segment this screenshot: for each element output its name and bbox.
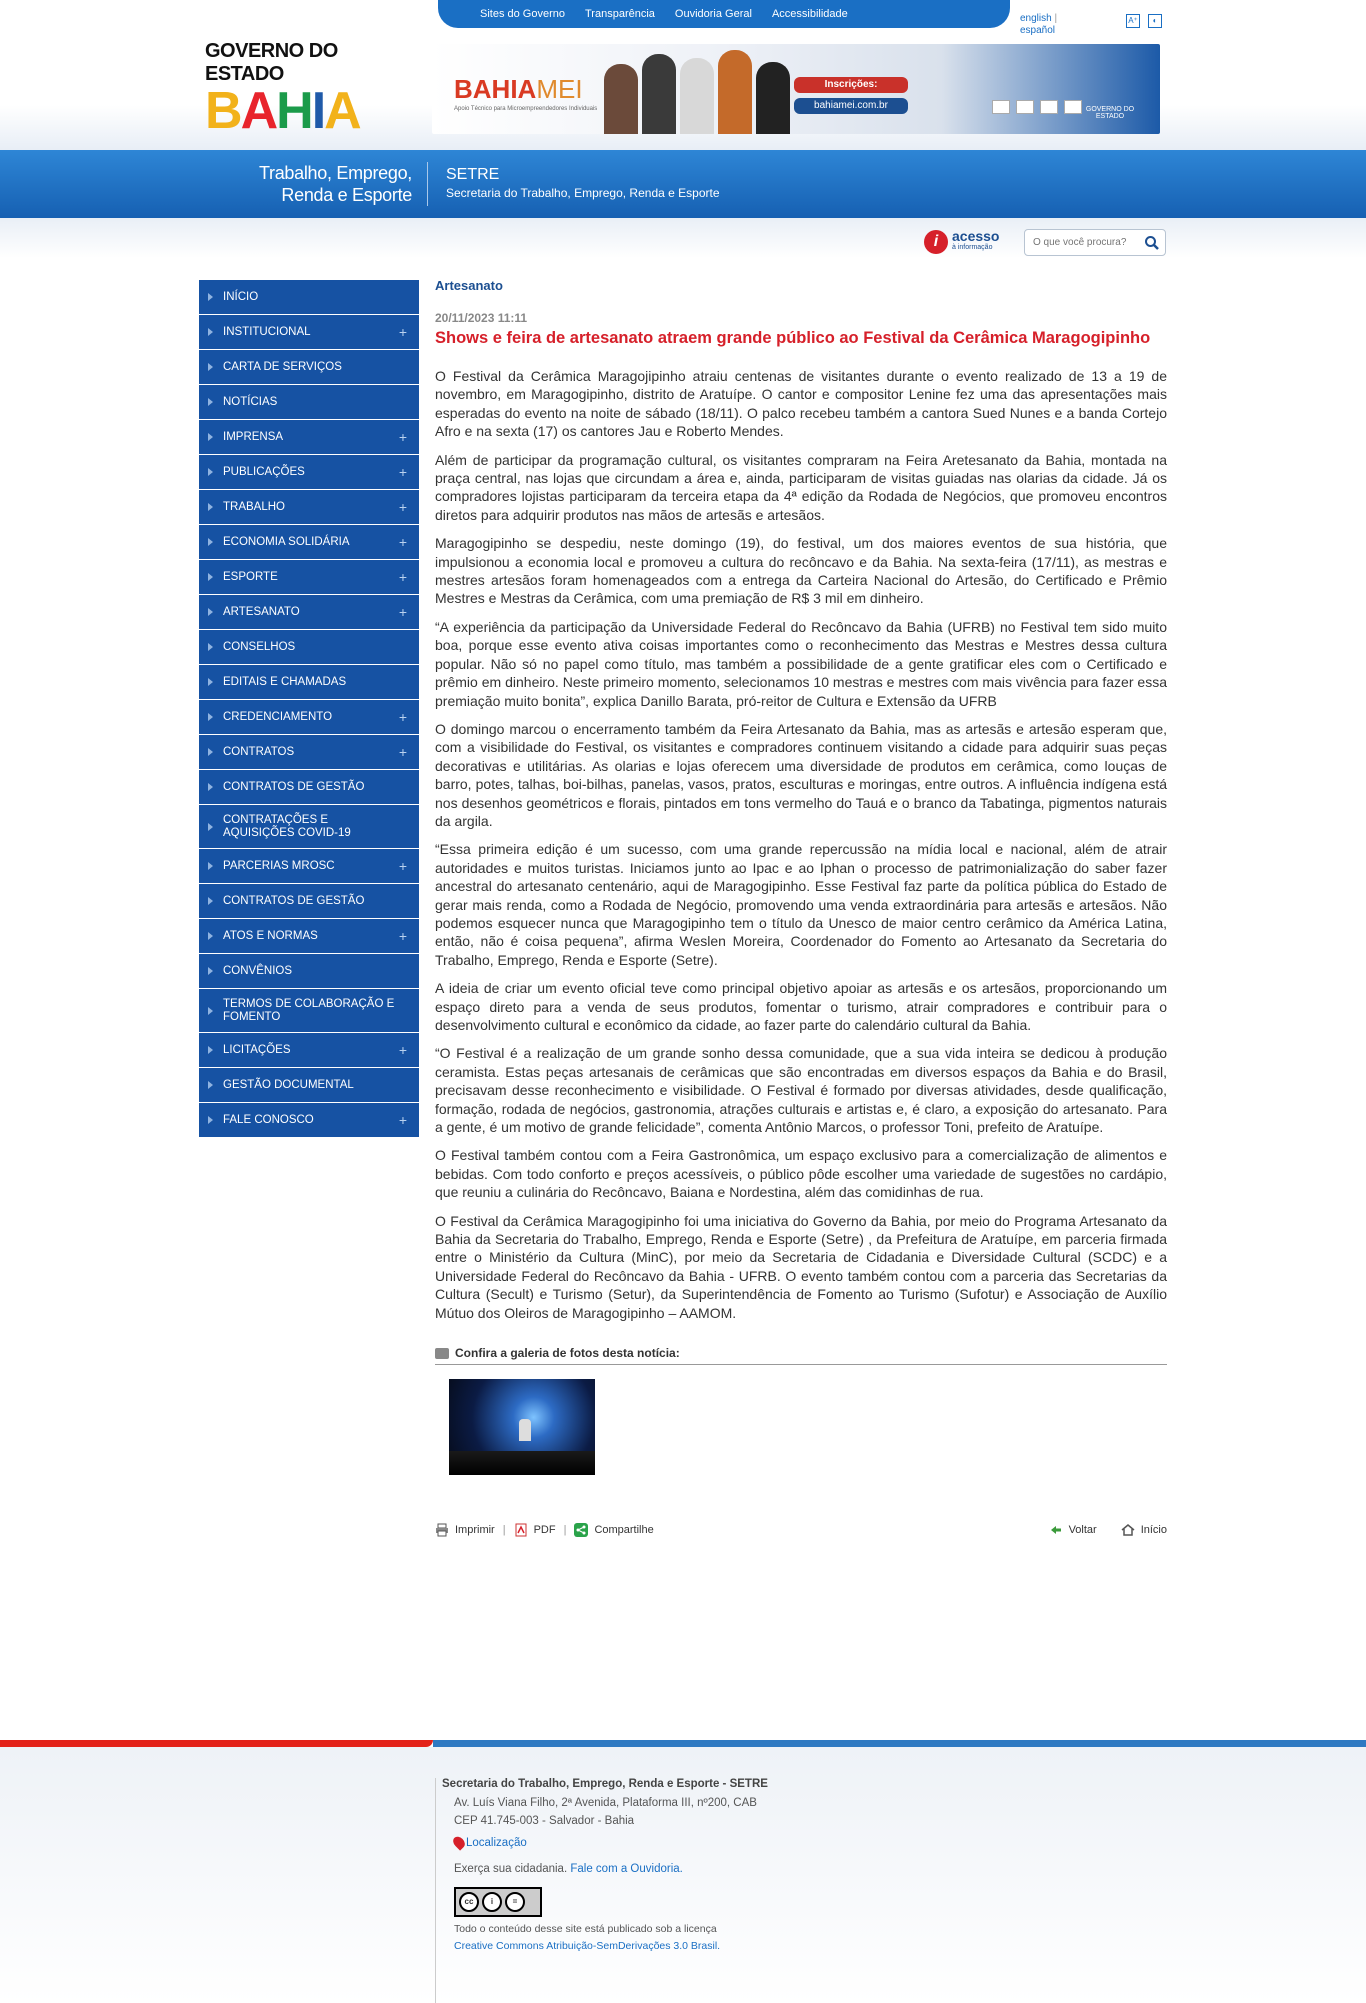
sidebar-item[interactable]	[199, 665, 419, 700]
expand-plus-icon[interactable]: +	[398, 708, 407, 725]
expand-plus-icon[interactable]: +	[398, 323, 407, 340]
sidebar-item[interactable]	[199, 700, 419, 735]
chevron-right-icon	[208, 643, 213, 651]
governo-bahia-logo[interactable]	[205, 40, 420, 140]
expand-plus-icon[interactable]: +	[398, 927, 407, 944]
chevron-right-icon	[208, 932, 213, 940]
expand-plus-icon[interactable]: +	[398, 603, 407, 620]
footer-license: Todo o conteúdo desse site está publicado sob a licença Creative Commons Atribuição-SemDerivações 3.0 Brasil.	[454, 1923, 721, 1952]
home-button[interactable]: Início	[1121, 1523, 1167, 1537]
search-input[interactable]	[1033, 230, 1143, 255]
banner-people-image	[604, 50, 804, 134]
font-size-icon[interactable]: A⁺	[1126, 14, 1140, 28]
article-paragraph: O Festival da Cerâmica Maragojipinho atraiu centenas de visitantes durante o evento realizado de 13 a 19 de novembro, em Maragogipinho, distrito de Aratuípe. O cantor e compositor Lenine fez uma das apresentações mais esperadas do evento na noite de sábado (18/11). O palco recebeu também a cantora Sued Nunes e a banda Cortejo Afro e na sexta (17) os cantores Jau e Roberto Mendes.	[435, 368, 1167, 440]
ouvidoria-link[interactable]: Fale com a Ouvidoria.	[570, 1863, 683, 1875]
creative-commons-badge[interactable]: cc i =	[454, 1887, 542, 1917]
gallery-thumbnail[interactable]	[449, 1379, 595, 1475]
sidebar-item-label: GESTÃO DOCUMENTAL	[223, 1078, 354, 1091]
banner-inscricoes: Inscrições:	[794, 77, 908, 93]
chevron-right-icon	[208, 363, 213, 371]
article-paragraph: “Essa primeira edição é um sucesso, com uma grande repercussão na mídia local e nacional, além de atrair autoridades e muitos turistas. Iniciamos junto ao Ipac e ao Iphan o processo de patrimonialização do saber fazer ancestral do artesanato centenário, aqui de Maragogipinho. Esse Festival faz parte da política pública do Estado de gerar mais renda, como a Rodada de Negócio, promovendo uma venda extraordinária para artesãs e artesãos. Não podemos esquecer nunca que Maragogipinho tem o título da Unesco de maior centro cerâmico da América Latina, então, não é coisa pequena”, afirma Weslen Moreira, Coordenador do Fomento ao Artesanato da Secretaria do Trabalho, Emprego, Renda e Esporte (Setre).	[435, 841, 1167, 968]
lang-espanol[interactable]: español	[1020, 25, 1056, 36]
sidebar-item[interactable]	[199, 525, 419, 560]
footer-stripe	[0, 1740, 1366, 1747]
sidebar-item[interactable]	[199, 805, 419, 849]
sidebar-item[interactable]	[199, 989, 419, 1033]
banner-brand: BAHIAMEI	[454, 74, 583, 104]
sidebar-item-label: EDITAIS E CHAMADAS	[223, 675, 347, 688]
sidebar-item-label: ESPORTE	[223, 570, 278, 583]
sidebar-item-label: ECONOMIA SOLIDÁRIA	[223, 535, 350, 548]
sidebar-item[interactable]	[199, 490, 419, 525]
sidebar-item-label: PUBLICAÇÕES	[223, 465, 305, 478]
article-paragraph: A ideia de criar um evento oficial teve como principal objetivo apoiar as artesãs e os artesãos, proporcionando um espaço direto para a venda de seus produtos, fomentar o turismo, atrair compradores e contribuir para o desenvolvimento cultural e econômico da cidade, ao fazer parte do calendário cultural da Bahia.	[435, 980, 1167, 1033]
sidebar-item-label: INÍCIO	[223, 290, 259, 303]
banner-gov-label: GOVERNO DO ESTADO	[1085, 106, 1135, 120]
bahiamei-banner[interactable]	[432, 44, 1160, 134]
chevron-right-icon	[208, 1046, 213, 1054]
share-button[interactable]: Compartilhe	[574, 1523, 653, 1537]
chevron-right-icon	[208, 1007, 213, 1015]
sidebar-item-label: CONTRATOS DE GESTÃO	[223, 894, 365, 907]
print-button[interactable]: Imprimir	[435, 1523, 495, 1537]
sidebar-item-label: ARTESANATO	[223, 605, 300, 618]
sidebar-item-label: INSTITUCIONAL	[223, 325, 311, 338]
article	[435, 278, 1167, 1539]
expand-plus-icon[interactable]: +	[398, 533, 407, 550]
license-link[interactable]: Creative Commons Atribuição-SemDerivações 3.0 Brasil.	[454, 1940, 721, 1952]
sidebar-item-label: CONSELHOS	[223, 640, 296, 653]
gallery-label: Confira a galeria de fotos desta notícia:	[455, 1346, 680, 1361]
chevron-right-icon	[208, 328, 213, 336]
article-paragraph: “A experiência da participação da Universidade Federal do Recôncavo da Bahia (UFRB) no Festival tem sido muito boa, porque esse evento ativa coisas importantes como o reconhecimento das Mestras e Mestres dessa cultura popular. Não só no papel como título, mas também a possibilidade de a gente gratificar eles com o Certificado e prêmio em dinheiro. Neste primeiro momento, selecionamos 10 mestras e mestres com mais vivência para fazer essa premiação muito bonita”, explica Danillo Barata, pró-reitor de Cultura e Extensão da UFRB	[435, 618, 1167, 709]
chevron-right-icon	[208, 967, 213, 975]
sidebar-item-label: TRABALHO	[223, 500, 285, 513]
location-pin-icon	[451, 1834, 467, 1850]
secretaria-acronym: SETRE	[446, 166, 500, 183]
sidebar-item[interactable]	[199, 1103, 419, 1138]
chevron-right-icon	[208, 538, 213, 546]
footer-address2: CEP 41.745-003 - Salvador - Bahia	[454, 1815, 635, 1827]
footer-address1: Av. Luís Viana Filho, 2ª Avenida, Plataforma III, nº200, CAB	[454, 1797, 757, 1809]
chevron-right-icon	[208, 1081, 213, 1089]
topnav-ouvidoria[interactable]: Ouvidoria Geral	[674, 8, 752, 20]
banner-site: bahiamei.com.br	[794, 98, 908, 114]
chevron-right-icon	[208, 713, 213, 721]
sidebar-item[interactable]	[199, 280, 419, 315]
sidebar-item[interactable]	[199, 1033, 419, 1068]
sidebar-menu	[199, 280, 419, 1138]
sidebar-item[interactable]	[199, 350, 419, 385]
sidebar-item[interactable]	[199, 420, 419, 455]
share-icon	[574, 1523, 588, 1537]
secretaria-name: Secretaria do Trabalho, Emprego, Renda e Esporte	[446, 186, 720, 200]
expand-plus-icon[interactable]: +	[398, 568, 407, 585]
sidebar-item[interactable]	[199, 919, 419, 954]
expand-plus-icon[interactable]: +	[398, 1041, 407, 1058]
info-icon: i	[924, 230, 948, 254]
back-arrow-icon	[1049, 1523, 1063, 1537]
sidebar-item[interactable]	[199, 560, 419, 595]
sidebar-item[interactable]	[199, 1068, 419, 1103]
camera-icon	[435, 1348, 449, 1359]
chevron-right-icon	[208, 503, 213, 511]
topnav-acessibilidade[interactable]: Accessibilidade	[771, 8, 848, 20]
chevron-right-icon	[208, 433, 213, 441]
article-paragraph: O Festival também contou com a Feira Gastronômica, um espaço exclusivo para a comercialização de alimentos e bebidas. Com todo conforto e preços acessíveis, o público pôde escolher uma variedade de sugestões no cardápio, que reuniu a culinária do Recôncavo, Baiana e Nordestina, além das comidinhas de rua.	[435, 1147, 1167, 1201]
chevron-right-icon	[208, 468, 213, 476]
chevron-right-icon	[208, 293, 213, 301]
topnav-sites-governo[interactable]: Sites do Governo	[480, 8, 565, 20]
sidebar-item[interactable]	[199, 385, 419, 420]
banner-subtitle: Apoio Técnico para Microempreendedores Individuais	[454, 106, 598, 112]
sidebar-item-label: CONTRATOS	[223, 745, 295, 758]
footer-org: Secretaria do Trabalho, Emprego, Renda e Esporte - SETRE	[442, 1778, 768, 1790]
expand-plus-icon[interactable]: +	[398, 1111, 407, 1128]
chevron-right-icon	[208, 748, 213, 756]
pdf-icon	[514, 1523, 528, 1537]
logo-line2: B A H I A	[205, 82, 360, 140]
article-date: 20/11/2023 11:11	[435, 311, 528, 325]
sidebar-item-label: CONTRATAÇÕES E AQUISIÇÕES COVID-19	[223, 813, 351, 839]
sidebar-item-label: PARCERIAS MROSC	[223, 859, 335, 872]
footer-location-link[interactable]: Localização	[454, 1836, 935, 1849]
sidebar-item[interactable]	[199, 630, 419, 665]
sidebar-item[interactable]	[199, 884, 419, 919]
acesso-informacao-link[interactable]: i acesso à informação	[924, 228, 999, 256]
sidebar-item-label: CONTRATOS DE GESTÃO	[223, 780, 365, 793]
top-nav	[438, 0, 1010, 28]
sidebar-item-label: NOTÍCIAS	[223, 395, 278, 408]
article-paragraph: Além de participar da programação cultural, os visitantes compraram na Feira Aretesanato da Bahia, montada na praça central, nas lojas que circundam a área e, ainda, participaram de visitas guiadas nas olarias da cidade. Já os compradores lojistas participaram da terceira etapa da 4ª edição da Rodada de Negócios, que promoveu encontros diretos para adquirir produtos nas mãos de artesãs e artesãos.	[435, 451, 1167, 523]
contrast-icon[interactable]: ◐	[1148, 14, 1162, 28]
sidebar-item-label: FALE CONOSCO	[223, 1113, 314, 1126]
sidebar-item[interactable]	[199, 849, 419, 884]
article-paragraph: O Festival da Cerâmica Maragogipinho foi uma iniciativa do Governo da Bahia, por meio do Programa Artesanato da Bahia da Secretaria do Trabalho, Emprego, Renda e Esporte (Setre) , da Prefeitura de Aratuípe, em parceria firmada entre o Ministério da Cultura (MinC), por meio da Secretaria de Cidadania e Diversidade Cultural (SCDC) e a Universidade Federal do Recôncavo da Bahia - UFRB. O evento também contou com a parceria das Secretarias da Cultura (Secult) e Turismo (Setur), da Superintendência de Fomento ao Turismo (Sufotur) e Associação de Auxílio Mútuo dos Oleiros de Maragogipinho – AAMOM.	[435, 1212, 1167, 1321]
sidebar-item[interactable]	[199, 595, 419, 630]
footer-cidadania: Exerça sua cidadania. Fale com a Ouvidoria.	[454, 1863, 683, 1875]
expand-plus-icon[interactable]: +	[398, 498, 407, 515]
article-actions: Imprimir | PDF | Compartilhe Voltar Início	[435, 1521, 1167, 1539]
article-paragraph: “O Festival é a realização de um grande sonho dessa comunidade, que a sua vida inteira se dedicou à produção ceramista. Estas peças artesanais de cerâmicas que são encontradas em diversos espaços da Bahia e do Brasil, precisavam desse reconhecimento e visibilidade. O Festival é formado por diversas atividades, desde qualificação, formação, rodada de negócios, gastronomia, atrações culturais e artistas e, é claro, a exposição do artesanato. Para a gente, é um motivo de grande felicidade”, comenta Antônio Marcos, o professor Toni, prefeito de Aratuípe.	[435, 1045, 1167, 1136]
language-switcher: english | español	[1020, 13, 1058, 36]
chevron-right-icon	[208, 897, 213, 905]
expand-plus-icon[interactable]: +	[398, 428, 407, 445]
chevron-right-icon	[208, 783, 213, 791]
sidebar-item-label: CONVÊNIOS	[223, 964, 293, 977]
home-icon	[1121, 1523, 1135, 1537]
printer-icon	[435, 1523, 449, 1537]
sidebar-item-label: LICITAÇÕES	[223, 1043, 291, 1056]
article-paragraph: Maragogipinho se despediu, neste domingo (19), do festival, um dos maiores eventos de sua história, que impulsionou a economia local e promoveu a cultura do recôncavo e da Bahia. Na sexta-feira (17/11), as mestras e mestres artesãos foram homenageados com a entrega da Carteira Nacional do Artesão, do Certificado e Prêmio Mestres e Mestras da Cerâmica, com uma premiação de R$ 3 mil em dinheiro.	[435, 535, 1167, 607]
chevron-right-icon	[208, 398, 213, 406]
sidebar-item[interactable]	[199, 455, 419, 490]
sidebar-item-label: TERMOS DE COLABORAÇÃO E FOMENTO	[223, 997, 395, 1023]
article-category[interactable]: Artesanato	[435, 278, 503, 293]
back-button[interactable]: Voltar	[1049, 1523, 1097, 1537]
chevron-right-icon	[208, 678, 213, 686]
chevron-right-icon	[208, 573, 213, 581]
expand-plus-icon[interactable]: +	[398, 857, 407, 874]
chevron-right-icon	[208, 1116, 213, 1124]
sidebar-item[interactable]	[199, 315, 419, 350]
chevron-right-icon	[208, 862, 213, 870]
chevron-right-icon	[208, 608, 213, 616]
sidebar-item[interactable]	[199, 954, 419, 989]
article-title: Shows e feira de artesanato atraem grande público ao Festival da Cerâmica Maragogipinho	[435, 329, 1151, 347]
search-box	[1024, 229, 1166, 256]
gallery-header	[435, 1346, 1167, 1365]
article-paragraph: O domingo marcou o encerramento também da Feira Artesanato da Bahia, mas as artesãs e artesão esperam que, com a visibilidade do Festival, os visitantes e compradores continuem visitando a cidade para adquirir suas peças decorativas e utilitárias. As olarias e lojas oferecem uma diversidade de produtos em cerâmica, como louças de barro, potes, talhas, boi-bilhas, panelas, vasos, pratos, esculturas e moringas, entre outros. A influência indígena está nos desenhos geométricos e florais, pintados em tons vermelho do Tauá e o branco da Tabatinga, pigmentos naturais da argila.	[435, 720, 1167, 829]
secretaria-tagline: Trabalho, Emprego, Renda e Esporte	[258, 163, 412, 205]
sidebar-item-label: CARTA DE SERVIÇOS	[223, 360, 342, 373]
logo-line1: GOVERNO DO ESTADO	[205, 40, 338, 85]
topnav-transparencia[interactable]: Transparência	[585, 8, 655, 20]
footer	[435, 1778, 935, 2003]
sidebar-item-label: IMPRENSA	[223, 430, 284, 443]
expand-plus-icon[interactable]: +	[398, 463, 407, 480]
pdf-button[interactable]: PDF	[514, 1523, 556, 1537]
article-body	[435, 367, 1167, 1322]
expand-plus-icon[interactable]: +	[398, 743, 407, 760]
lang-english[interactable]: english	[1020, 13, 1052, 24]
chevron-right-icon	[208, 823, 213, 831]
secretaria-bar	[0, 150, 1366, 218]
sidebar-item[interactable]	[199, 735, 419, 770]
search-icon[interactable]	[1144, 235, 1160, 251]
sidebar-item[interactable]	[199, 770, 419, 805]
sidebar-item-label: CREDENCIAMENTO	[223, 710, 333, 723]
sidebar-item-label: ATOS E NORMAS	[223, 929, 318, 942]
